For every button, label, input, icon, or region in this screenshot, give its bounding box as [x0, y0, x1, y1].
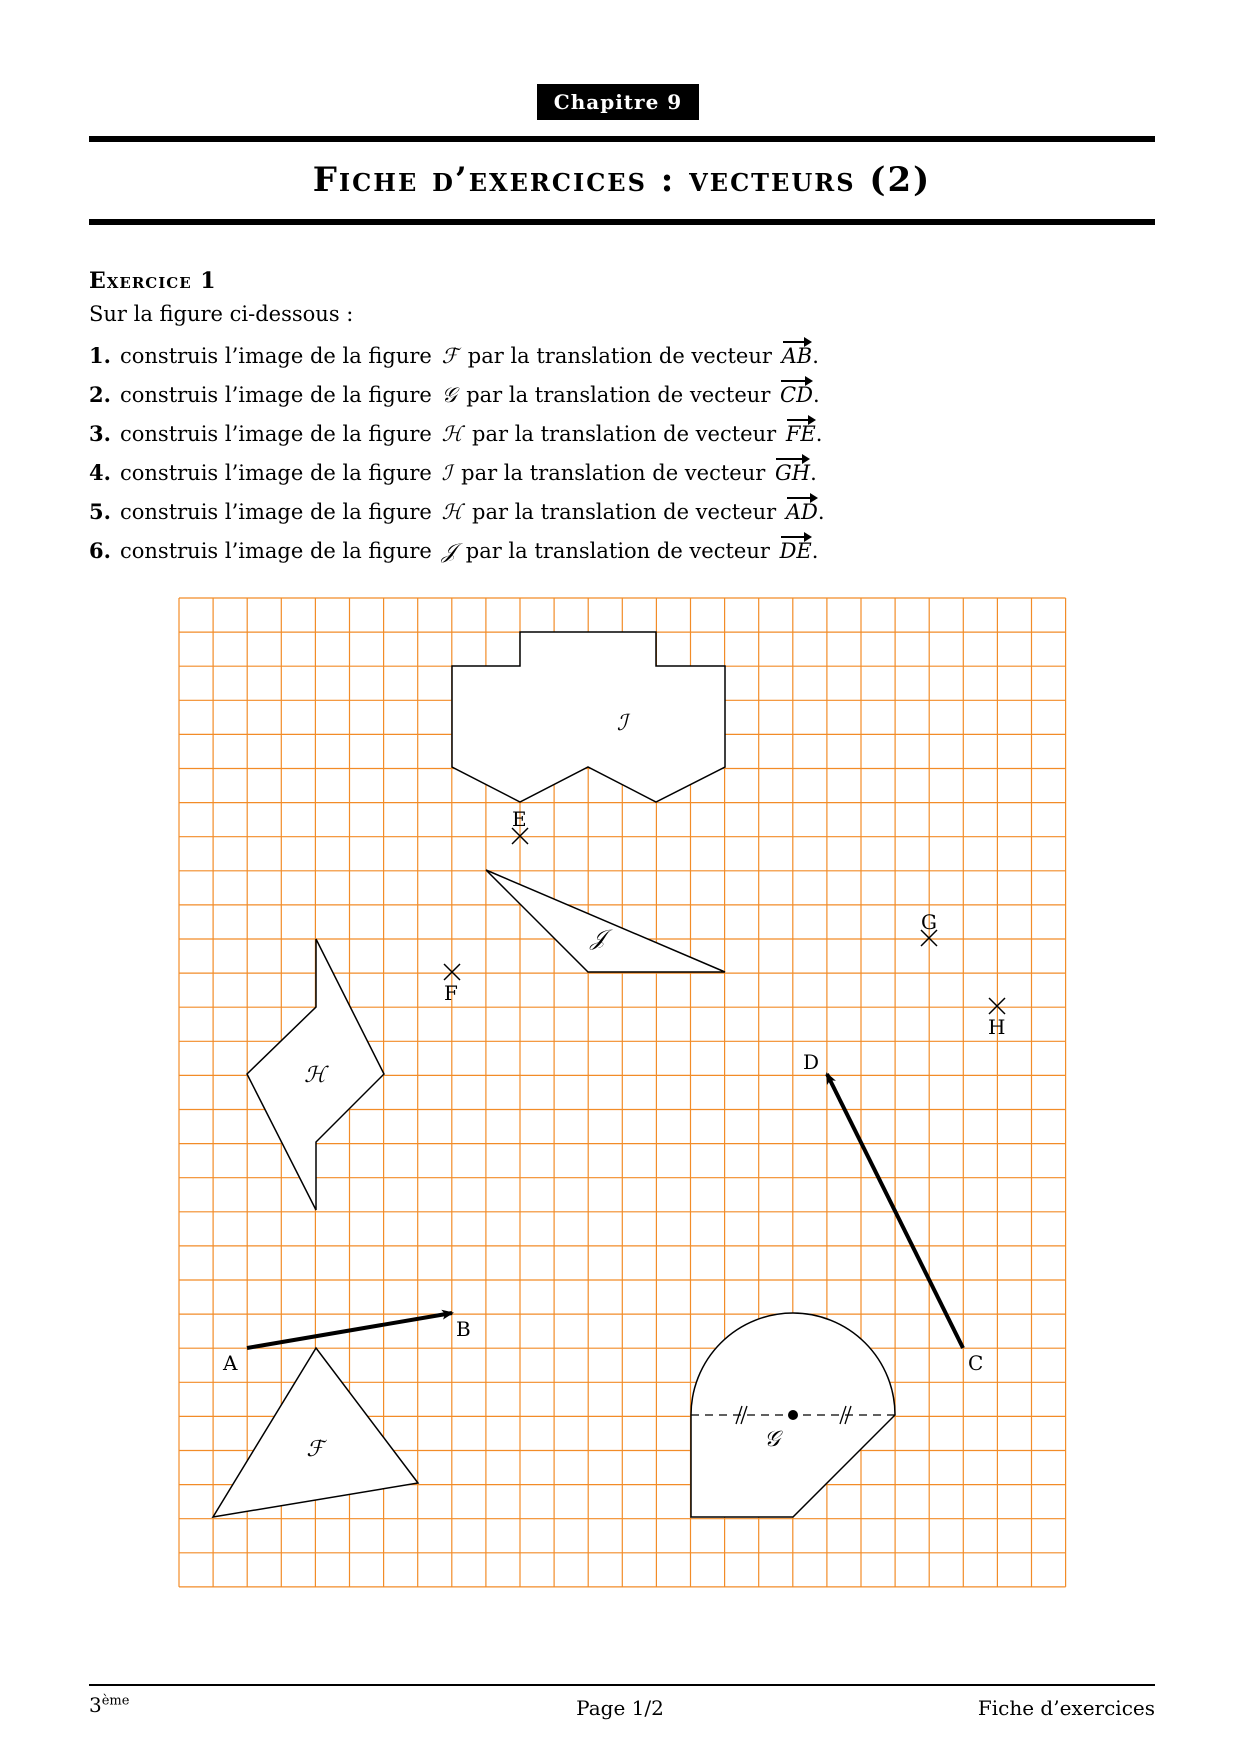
point-label-C: C — [968, 1351, 984, 1375]
vector-notation: AD — [786, 493, 818, 525]
footer-doc-type: Fiche d’exercices — [977, 1696, 1155, 1720]
figure-symbol: 𝒢 — [441, 383, 457, 407]
item-number: 2. — [89, 382, 111, 407]
item-number: 5. — [89, 499, 111, 524]
shape-F — [213, 1348, 418, 1517]
vector-notation: AB — [782, 337, 813, 369]
vector-notation: DE — [780, 532, 812, 564]
item-text: construis l’image de la figure — [120, 461, 432, 485]
figure-symbol: ℱ — [441, 344, 459, 368]
shape-F-label: ℱ — [306, 1437, 324, 1462]
vector-notation: FE — [786, 415, 816, 447]
point-label-H: H — [988, 1015, 1006, 1039]
item-end: . — [812, 344, 819, 368]
exercise-intro: Sur la figure ci-dessous : — [89, 302, 354, 326]
figure-symbol: ℋ — [441, 500, 463, 524]
item-text: construis l’image de la figure — [120, 422, 432, 446]
point-label-E: E — [512, 807, 527, 831]
item-number: 4. — [89, 460, 111, 485]
shape-I-label: ℐ — [616, 711, 628, 736]
footer-rule — [89, 1684, 1155, 1686]
item-text: construis l’image de la figure — [120, 500, 432, 524]
figure-symbol: ℐ — [441, 461, 452, 485]
item-number: 6. — [89, 538, 111, 563]
point-label-A: A — [223, 1351, 238, 1375]
point-label-G: G — [921, 910, 937, 934]
item-number: 1. — [89, 343, 111, 368]
shape-J — [486, 870, 725, 972]
chapter-badge: Chapitre 9 — [537, 84, 699, 120]
figure-symbol: ℋ — [441, 422, 463, 446]
item-mid: par la translation de vecteur — [465, 539, 770, 563]
item-end: . — [815, 422, 823, 446]
vector-notation: GH — [775, 454, 810, 486]
footer-page-number: Page 1/2 — [576, 1696, 664, 1720]
page-title: Fiche d’exercices : vecteurs (2) — [312, 160, 932, 200]
point-label-D: D — [803, 1050, 820, 1074]
item-end: . — [811, 539, 819, 563]
item-end: . — [812, 383, 820, 407]
item-mid: par la translation de vecteur — [466, 383, 771, 407]
point-label-F: F — [444, 981, 458, 1005]
shape-J-label: 𝒥 — [590, 926, 606, 951]
exercise-heading: Exercice 1 — [89, 268, 217, 294]
figure-symbol: 𝒥 — [441, 539, 457, 563]
point-label-B: B — [456, 1317, 471, 1341]
shape-G-label: 𝒢 — [764, 1427, 780, 1452]
item-text: construis l’image de la figure — [120, 344, 432, 368]
item-end: . — [817, 500, 825, 524]
item-mid: par la translation de vecteur — [467, 344, 772, 368]
shape-G-center — [788, 1410, 798, 1420]
footer-level: 3ème — [89, 1693, 130, 1717]
item-mid: par la translation de vecteur — [472, 422, 777, 446]
item-mid: par la translation de vecteur — [472, 500, 777, 524]
item-end: . — [810, 461, 817, 485]
item-text: construis l’image de la figure — [120, 539, 432, 563]
item-number: 3. — [89, 421, 111, 446]
shape-H-label: ℋ — [304, 1063, 326, 1088]
vector-notation: CD — [780, 376, 813, 408]
item-text: construis l’image de la figure — [120, 383, 432, 407]
item-mid: par la translation de vecteur — [461, 461, 766, 485]
